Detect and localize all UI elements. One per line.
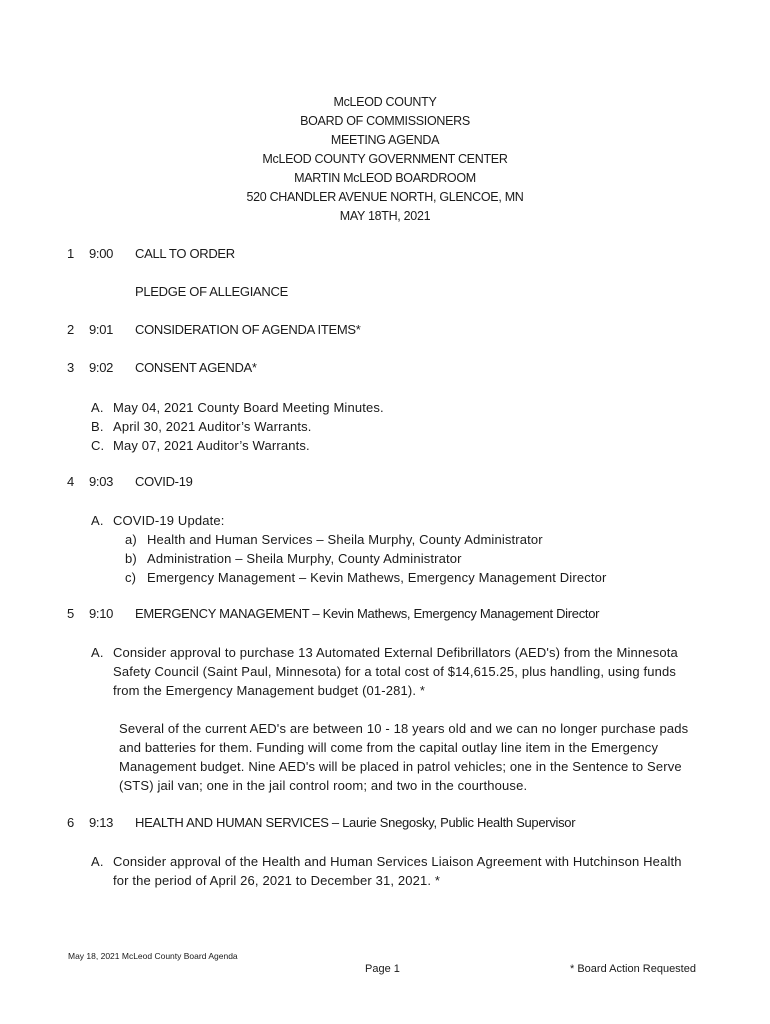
list-marker: a) [125, 532, 137, 547]
item-time: 9:02 [89, 360, 114, 375]
item-number: 3 [67, 360, 74, 375]
text-line: Consider approval of the Health and Human Services Liaison Agreement with Hutchinson Health [113, 854, 682, 869]
item-title: HEALTH AND HUMAN SERVICES – Laurie Snegosky, Public Health Supervisor [135, 815, 576, 830]
header-board: BOARD OF COMMISSIONERS [300, 114, 470, 128]
item-title: CONSENT AGENDA* [135, 360, 257, 375]
list-marker: B. [91, 419, 104, 434]
list-text: Emergency Management – Kevin Mathews, Emergency Management Director [147, 570, 607, 585]
list-marker: b) [125, 551, 137, 566]
item-number: 4 [67, 474, 74, 489]
item-time: 9:03 [89, 474, 114, 489]
text-line: for the period of April 26, 2021 to December 31, 2021. * [113, 873, 441, 888]
item-time: 9:01 [89, 322, 114, 337]
agenda-header [0, 93, 770, 226]
emergency-note [119, 719, 688, 795]
item-title: CALL TO ORDER [135, 246, 235, 261]
list-marker: A. [91, 400, 104, 415]
header-date: MAY 18TH, 2021 [339, 209, 431, 223]
list-text: Health and Human Services – Sheila Murphy, County Administrator [147, 532, 543, 547]
item-title: EMERGENCY MANAGEMENT – Kevin Mathews, Emergency Management Director [135, 606, 600, 621]
list-marker: C. [91, 438, 105, 453]
text-line: Several of the current AED's are between 10 - 18 years old and we can no longer purchase pads [119, 721, 689, 736]
item-time: 9:00 [89, 246, 114, 261]
list-marker: c) [125, 570, 137, 585]
header-meeting-agenda: MEETING AGENDA [330, 133, 440, 147]
item-time: 9:13 [89, 815, 114, 830]
text-line: and batteries for them. Funding will come from the capital outlay line item in the Emergency [119, 740, 659, 755]
item-time: 9:10 [89, 606, 114, 621]
text-line: Consider approval to purchase 13 Automated External Defibrillators (AED's) from the Minnesota [113, 645, 678, 660]
footer-action-note: * Board Action Requested [570, 963, 696, 975]
footer-page-number: Page 1 [365, 963, 400, 975]
item-title: PLEDGE OF ALLEGIANCE [135, 284, 288, 299]
item-number: 2 [67, 322, 74, 337]
header-county: McLEOD COUNTY [333, 95, 437, 109]
text-line: Safety Council (Saint Paul, Minnesota) for a total cost of $14,615.25, plus handling, using funds [113, 664, 677, 679]
list-text: COVID-19 Update: [113, 513, 225, 528]
list-text: May 07, 2021 Auditor’s Warrants. [113, 438, 310, 453]
item-number: 1 [67, 246, 74, 261]
emergency-item-text [113, 643, 678, 700]
list-marker: A. [91, 513, 104, 528]
text-line: from the Emergency Management budget (01-281). * [113, 683, 426, 698]
item-number: 6 [67, 815, 74, 830]
item-title: CONSIDERATION OF AGENDA ITEMS* [135, 322, 361, 337]
hhs-item-text [113, 852, 682, 890]
header-government-center: McLEOD COUNTY GOVERNMENT CENTER [262, 152, 508, 166]
text-line: (STS) jail van; one in the jail control room; and two in the courthouse. [119, 778, 528, 793]
text-line: Management budget. Nine AED's will be placed in patrol vehicles; one in the Sentence to Serve [119, 759, 682, 774]
list-text: April 30, 2021 Auditor’s Warrants. [113, 419, 312, 434]
item-number: 5 [67, 606, 74, 621]
footer-document-title: May 18, 2021 McLeod County Board Agenda [68, 951, 238, 961]
list-marker: A. [91, 854, 104, 869]
list-text: Administration – Sheila Murphy, County Administrator [147, 551, 462, 566]
list-marker: A. [91, 645, 104, 660]
list-text: May 04, 2021 County Board Meeting Minutes. [113, 400, 384, 415]
header-boardroom: MARTIN McLEOD BOARDROOM [294, 171, 476, 185]
header-address: 520 CHANDLER AVENUE NORTH, GLENCOE, MN [246, 190, 524, 204]
item-title: COVID-19 [135, 474, 193, 489]
